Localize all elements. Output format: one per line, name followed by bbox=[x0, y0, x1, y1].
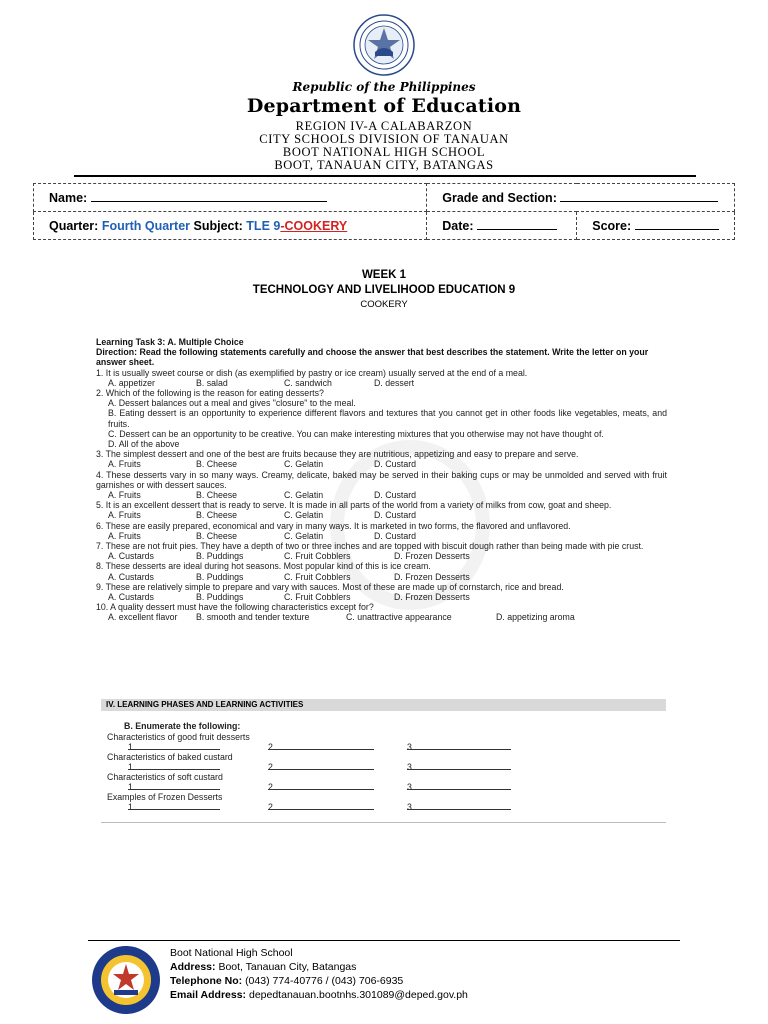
address-line: BOOT, TANAUAN CITY, BATANGAS bbox=[274, 158, 494, 172]
option: B. Puddings bbox=[196, 571, 244, 582]
option: A. Fruits bbox=[108, 490, 141, 501]
option: D. dessert bbox=[374, 377, 415, 388]
question-3: 3. The simplest dessert and one of the best are fruits because they are nutritious, appetizing and easy to prepare and serve. bbox=[96, 449, 579, 460]
question-6: 6. These are easily prepared, economical and vary in many ways. It is marketed in two forms, the flavored and unflavored. bbox=[96, 520, 571, 531]
answer-blank[interactable] bbox=[407, 762, 511, 770]
question-10-options bbox=[96, 612, 667, 622]
answer-number: 1. bbox=[128, 742, 136, 752]
option: B. Puddings bbox=[196, 592, 244, 603]
name-cell[interactable] bbox=[34, 184, 427, 212]
question-3-options bbox=[96, 459, 667, 469]
option: D. Frozen Desserts bbox=[394, 592, 470, 603]
footer-phone-line bbox=[170, 974, 468, 988]
option: B. Cheese bbox=[196, 530, 238, 541]
deped-seal-logo bbox=[353, 14, 415, 76]
option: A. appetizer bbox=[108, 377, 155, 388]
answer-row bbox=[101, 782, 666, 792]
option: D. Frozen Desserts bbox=[394, 571, 470, 582]
option: B. smooth and tender texture bbox=[196, 612, 310, 623]
grade-section-cell[interactable] bbox=[427, 184, 735, 212]
option: C. Fruit Cobblers bbox=[284, 571, 351, 582]
question-2-option-a: A. Dessert balances out a meal and gives "closure" to the meal. bbox=[108, 398, 356, 409]
answer-number: 1. bbox=[128, 802, 136, 812]
answer-number: 3. bbox=[407, 762, 415, 772]
enumerate-instruction: B. Enumerate the following: bbox=[124, 721, 241, 731]
option: C. sandwich bbox=[284, 377, 332, 388]
answer-blank[interactable] bbox=[407, 802, 511, 810]
option: A. Fruits bbox=[108, 459, 141, 470]
answer-blank[interactable] bbox=[407, 742, 511, 750]
grade-section-blank[interactable] bbox=[560, 192, 718, 202]
question-8: 8. These desserts are ideal during hot seasons. Most popular kind of this is ice cream. bbox=[96, 561, 431, 572]
phone-label: Telephone No: bbox=[170, 975, 243, 987]
section-rule bbox=[101, 822, 666, 823]
option: D. Custard bbox=[374, 530, 417, 541]
option: B. Cheese bbox=[196, 459, 238, 470]
address-value: Boot, Tanauan City, Batangas bbox=[218, 961, 357, 973]
answer-number: 3. bbox=[407, 782, 415, 792]
division-line: CITY SCHOOLS DIVISION OF TANAUAN bbox=[259, 132, 509, 146]
answer-blank[interactable] bbox=[128, 742, 220, 750]
answer-number: 2. bbox=[268, 762, 276, 772]
option: B. Cheese bbox=[196, 510, 238, 521]
answer-blank[interactable] bbox=[268, 782, 374, 790]
category-label: Characteristics of soft custard bbox=[107, 772, 223, 782]
grade-section-label: Grade and Section: bbox=[442, 190, 557, 205]
answer-blank[interactable] bbox=[268, 762, 374, 770]
score-blank[interactable] bbox=[635, 220, 719, 230]
category-label: Characteristics of baked custard bbox=[107, 752, 233, 762]
answer-row bbox=[101, 802, 666, 812]
option: D. appetizing aroma bbox=[496, 612, 575, 623]
option: A. Fruits bbox=[108, 510, 141, 521]
answer-blank[interactable] bbox=[268, 802, 374, 810]
subject-value: TLE 9 bbox=[246, 218, 281, 233]
option: D. Custard bbox=[374, 510, 417, 521]
name-label: Name: bbox=[49, 190, 88, 205]
option: A. excellent flavor bbox=[108, 612, 178, 623]
question-9: 9. These are relatively simple to prepare and vary with sauces. Most of these are made up of cornstarch, rice and bread. bbox=[96, 581, 564, 592]
learning-task-box bbox=[96, 337, 667, 663]
option: D. Custard bbox=[374, 459, 417, 470]
question-2-option-b: B. Eating dessert is an opportunity to experience different flavors and textures that you cannot get in other foods like vegetables, meats, and fruits. bbox=[108, 408, 667, 429]
office-lines bbox=[0, 120, 768, 172]
question-4-options bbox=[96, 490, 667, 500]
answer-row bbox=[101, 762, 666, 772]
score-label: Score: bbox=[592, 218, 632, 233]
question-4: 4. These desserts vary in so many ways. Creamy, delicate, baked may be served in their baking cups or may be unmolded and served with fruit garnishes or with dessert sauces. bbox=[96, 469, 667, 490]
answer-row bbox=[101, 742, 666, 752]
option: D. Custard bbox=[374, 490, 417, 501]
category-label: Characteristics of good fruit desserts bbox=[107, 732, 250, 742]
enumerate-section bbox=[101, 711, 666, 823]
date-cell[interactable] bbox=[427, 212, 577, 240]
date-label: Date: bbox=[442, 218, 474, 233]
option: B. Puddings bbox=[196, 551, 244, 562]
question-9-options bbox=[96, 592, 667, 602]
option: C. Gelatin bbox=[284, 530, 324, 541]
option: B. Cheese bbox=[196, 490, 238, 501]
option: A. Fruits bbox=[108, 530, 141, 541]
subtitle: COOKERY bbox=[360, 299, 408, 310]
option: C. Gelatin bbox=[284, 490, 324, 501]
task-heading: Learning Task 3: A. Multiple Choice bbox=[96, 337, 244, 347]
quarter-label: Quarter: bbox=[49, 218, 99, 233]
option: C. Gelatin bbox=[284, 459, 324, 470]
header-rule bbox=[74, 175, 696, 177]
question-2: 2. Which of the following is the reason for eating desserts? bbox=[96, 388, 324, 399]
answer-blank[interactable] bbox=[407, 782, 511, 790]
email-label: Email Address: bbox=[170, 989, 247, 1001]
address-label: Address: bbox=[170, 961, 216, 973]
quarter-value: Fourth Quarter bbox=[101, 218, 191, 233]
answer-number: 1. bbox=[128, 782, 136, 792]
week-title: WEEK 1 bbox=[361, 269, 407, 281]
subject-label: Subject: bbox=[193, 218, 243, 233]
question-7-options bbox=[96, 551, 667, 561]
question-2-option-c: C. Dessert can be an opportunity to be creative. You can make interesting mixtures that you otherwise may not have thought of. bbox=[108, 428, 604, 439]
option: B. salad bbox=[196, 377, 228, 388]
quarter-subject-cell bbox=[34, 212, 427, 240]
answer-blank[interactable] bbox=[128, 802, 220, 810]
option: C. unattractive appearance bbox=[346, 612, 452, 623]
department-title: Department of Education bbox=[246, 95, 522, 117]
date-blank[interactable] bbox=[477, 220, 557, 230]
option: A. Custards bbox=[108, 592, 154, 603]
answer-number: 3. bbox=[407, 742, 415, 752]
score-cell[interactable] bbox=[577, 212, 735, 240]
region-line: REGION IV-A CALABARZON bbox=[295, 119, 473, 133]
question-5-options bbox=[96, 510, 667, 520]
question-7: 7. These are not fruit pies. They have a depth of two or three inches and are topped with biscuit dough rather than being made with pie crust. bbox=[96, 541, 644, 552]
course-title: TECHNOLOGY AND LIVELIHOOD EDUCATION 9 bbox=[252, 284, 516, 296]
student-info-table bbox=[33, 183, 735, 240]
question-5: 5. It is an excellent dessert that is ready to serve. It is made in all parts of the world from a variety of milks from cow, goat and sheep. bbox=[96, 500, 612, 511]
question-1: 1. It is usually sweet course or dish (as exemplified by pastry or ice cream) usually served at the end of a meal. bbox=[96, 367, 528, 378]
answer-number: 2. bbox=[268, 742, 276, 752]
question-8-options bbox=[96, 572, 667, 582]
footer-rule bbox=[88, 940, 680, 941]
name-blank[interactable] bbox=[91, 192, 327, 202]
answer-blank[interactable] bbox=[268, 742, 374, 750]
answer-number: 2. bbox=[268, 802, 276, 812]
school-logo bbox=[90, 944, 162, 1016]
answer-number: 1. bbox=[128, 762, 136, 772]
task-direction: Direction: Read the following statements carefully and choose the answer that best describes the statement. Write the letter on your answer sheet. bbox=[96, 347, 649, 368]
answer-blank[interactable] bbox=[128, 762, 220, 770]
answer-blank[interactable] bbox=[128, 782, 220, 790]
footer-address-line bbox=[170, 960, 468, 974]
answer-number: 3. bbox=[407, 802, 415, 812]
option: D. Frozen Desserts bbox=[394, 551, 470, 562]
question-10: 10. A quality dessert must have the following characteristics except for? bbox=[96, 602, 374, 613]
subject-extra: -COOKERY bbox=[280, 218, 348, 233]
footer-email-line bbox=[170, 988, 468, 1002]
option: A. Custards bbox=[108, 571, 154, 582]
question-6-options bbox=[96, 531, 667, 541]
footer-school: Boot National High School bbox=[170, 947, 293, 959]
lesson-titles bbox=[0, 268, 768, 312]
question-2-option-d: D. All of the above bbox=[108, 439, 180, 450]
option: C. Gelatin bbox=[284, 510, 324, 521]
option: C. Fruit Cobblers bbox=[284, 592, 351, 603]
option: A. Custards bbox=[108, 551, 154, 562]
category-label: Examples of Frozen Desserts bbox=[107, 792, 223, 802]
phone-value: (043) 774-40776 / (043) 706-6935 bbox=[245, 975, 404, 987]
email-value[interactable]: depedtanauan.bootnhs.301089@deped.gov.ph bbox=[248, 989, 468, 1001]
school-line: BOOT NATIONAL HIGH SCHOOL bbox=[282, 145, 486, 159]
republic-label: Republic of the Philippines bbox=[292, 80, 476, 94]
option: C. Fruit Cobblers bbox=[284, 551, 351, 562]
learning-phases-heading: IV. LEARNING PHASES AND LEARNING ACTIVITIES bbox=[101, 699, 666, 711]
question-1-options bbox=[96, 378, 667, 388]
answer-number: 2. bbox=[268, 782, 276, 792]
footer-contact bbox=[170, 946, 468, 1002]
